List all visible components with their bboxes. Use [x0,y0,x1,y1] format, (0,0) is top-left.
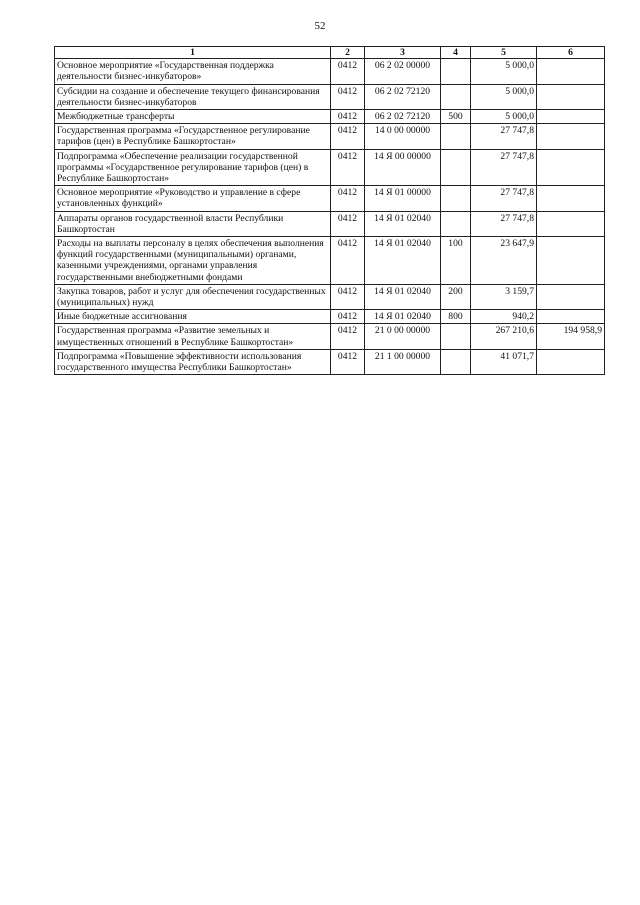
row-amount-cell: 940,2 [471,310,537,324]
row-target-cell: 21 1 00 00000 [365,349,441,374]
table-row [55,284,605,309]
table-row [55,124,605,149]
column-header-2: 2 [331,47,365,59]
row-amount-2-cell [537,310,605,324]
row-name-cell: Государственная программа «Развитие земельных и имущественных отношений в Республике Башкортостан» [55,324,331,349]
row-expense-type-cell [441,349,471,374]
row-amount-cell: 3 159,7 [471,284,537,309]
row-expense-type-cell [441,211,471,236]
row-amount-2-cell [537,211,605,236]
row-amount-cell: 27 747,8 [471,149,537,186]
row-amount-cell: 5 000,0 [471,59,537,84]
row-section-cell: 0412 [331,324,365,349]
table-row [55,59,605,84]
row-amount-2-cell [537,124,605,149]
row-target-cell: 06 2 02 72120 [365,110,441,124]
row-name-cell: Подпрограмма «Обеспечение реализации государственной программы «Государственное регулирование тарифов (цен) в Республике Башкортостан» [55,149,331,186]
table-row [55,84,605,109]
row-section-cell: 0412 [331,84,365,109]
row-expense-type-cell: 200 [441,284,471,309]
column-header-1: 1 [55,47,331,59]
row-name-cell: Межбюджетные трансферты [55,110,331,124]
table-row [55,110,605,124]
row-target-cell: 14 Я 00 00000 [365,149,441,186]
table-row [55,349,605,374]
row-amount-cell: 27 747,8 [471,186,537,211]
column-header-5: 5 [471,47,537,59]
row-name-cell: Закупка товаров, работ и услуг для обеспечения государственных (муниципальных) нужд [55,284,331,309]
row-section-cell: 0412 [331,149,365,186]
table-body [55,59,605,375]
row-target-cell: 14 Я 01 00000 [365,186,441,211]
row-amount-cell: 5 000,0 [471,110,537,124]
row-amount-cell: 41 071,7 [471,349,537,374]
row-section-cell: 0412 [331,349,365,374]
column-header-3: 3 [365,47,441,59]
row-name-cell: Подпрограмма «Повышение эффективности использования государственного имущества Республики Башкортостан» [55,349,331,374]
column-header-6: 6 [537,47,605,59]
row-amount-2-cell [537,237,605,285]
row-section-cell: 0412 [331,284,365,309]
row-amount-cell: 5 000,0 [471,84,537,109]
row-target-cell: 14 Я 01 02040 [365,284,441,309]
row-target-cell: 14 Я 01 02040 [365,237,441,285]
row-amount-2-cell [537,84,605,109]
row-name-cell: Государственная программа «Государственное регулирование тарифов (цен) в Республике Башкортостан» [55,124,331,149]
row-expense-type-cell: 500 [441,110,471,124]
row-expense-type-cell [441,59,471,84]
row-amount-2-cell [537,149,605,186]
row-name-cell: Субсидии на создание и обеспечение текущего финансирования деятельности бизнес-инкубаторов [55,84,331,109]
row-expense-type-cell [441,124,471,149]
row-target-cell: 14 0 00 00000 [365,124,441,149]
row-amount-2-cell [537,110,605,124]
table-row [55,149,605,186]
row-name-cell: Основное мероприятие «Государственная поддержка деятельности бизнес-инкубаторов» [55,59,331,84]
table-row [55,310,605,324]
row-section-cell: 0412 [331,59,365,84]
row-name-cell: Расходы на выплаты персоналу в целях обеспечения выполнения функций государственными (муниципальными) органами, казенными учреждениями, органами управления государственными внебюджетными фондами [55,237,331,285]
row-amount-2-cell: 194 958,9 [537,324,605,349]
budget-table [54,46,605,375]
table-row [55,324,605,349]
row-section-cell: 0412 [331,310,365,324]
row-section-cell: 0412 [331,237,365,285]
table-row [55,186,605,211]
row-expense-type-cell [441,324,471,349]
row-expense-type-cell [441,186,471,211]
row-amount-cell: 27 747,8 [471,211,537,236]
row-target-cell: 06 2 02 72120 [365,84,441,109]
row-expense-type-cell: 100 [441,237,471,285]
row-target-cell: 14 Я 01 02040 [365,211,441,236]
row-amount-cell: 27 747,8 [471,124,537,149]
row-amount-2-cell [537,284,605,309]
column-header-4: 4 [441,47,471,59]
row-name-cell: Иные бюджетные ассигнования [55,310,331,324]
row-section-cell: 0412 [331,211,365,236]
row-name-cell: Аппараты органов государственной власти Республики Башкортостан [55,211,331,236]
row-name-cell: Основное мероприятие «Руководство и управление в сфере установленных функций» [55,186,331,211]
row-amount-cell: 267 210,6 [471,324,537,349]
row-section-cell: 0412 [331,124,365,149]
page-number: 52 [314,20,326,32]
row-expense-type-cell [441,149,471,186]
row-amount-2-cell [537,349,605,374]
row-amount-2-cell [537,186,605,211]
row-target-cell: 21 0 00 00000 [365,324,441,349]
table-header [55,47,605,59]
row-amount-2-cell [537,59,605,84]
row-expense-type-cell [441,84,471,109]
row-section-cell: 0412 [331,186,365,211]
row-target-cell: 14 Я 01 02040 [365,310,441,324]
table-row [55,237,605,285]
row-section-cell: 0412 [331,110,365,124]
row-amount-cell: 23 647,9 [471,237,537,285]
row-expense-type-cell: 800 [441,310,471,324]
row-target-cell: 06 2 02 00000 [365,59,441,84]
header-row [55,47,605,59]
table-row [55,211,605,236]
